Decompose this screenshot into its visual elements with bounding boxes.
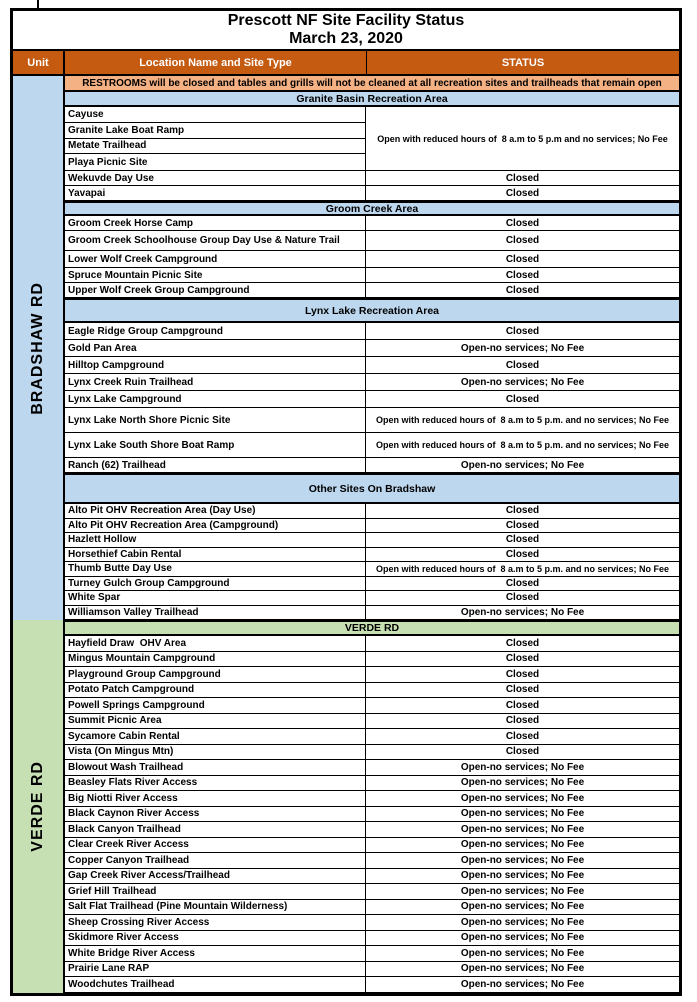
location-cell: Alto Pit OHV Recreation Area (Campground) xyxy=(65,519,366,533)
page-title xyxy=(13,11,679,51)
screenshot-gridline-artifact xyxy=(37,0,39,8)
status-cell: Open-no services; No Fee xyxy=(460,761,585,773)
location-cell: Horsethief Cabin Rental xyxy=(65,548,366,562)
status-cell: Open-no services; No Fee xyxy=(460,870,585,882)
location-cell: Granite Lake Boat Ramp xyxy=(65,123,365,139)
table-row xyxy=(65,323,679,340)
table-row xyxy=(65,838,679,854)
status-cell: Open with reduced hours of 8 a.m to 5 p.m. and no services; No Fee xyxy=(375,563,670,574)
location-cell: Hilltop Campground xyxy=(65,357,366,373)
table-row xyxy=(65,433,679,458)
location-cell: Potato Patch Campground xyxy=(65,683,366,698)
location-cell: Prairie Lane RAP xyxy=(65,962,366,977)
status-cell: Open-no services; No Fee xyxy=(460,808,585,820)
table-row xyxy=(65,533,679,548)
verde-rd-label: VERDE RD xyxy=(29,760,46,852)
location-cell: Lynx Lake Campground xyxy=(65,391,366,407)
verde-content xyxy=(65,620,679,993)
status-cell: Open-no services; No Fee xyxy=(460,978,585,990)
status-cell: Closed xyxy=(505,746,540,758)
location-cell: Black Canyon Trailhead xyxy=(65,822,366,837)
table-row xyxy=(65,652,679,668)
status-cell: Open-no services; No Fee xyxy=(460,342,585,354)
location-cell: Cayuse xyxy=(65,107,365,123)
status-cell: Open-no services; No Fee xyxy=(460,963,585,975)
location-cell: Thumb Butte Day Use xyxy=(65,562,366,576)
status-cell: Closed xyxy=(505,269,540,281)
status-cell: Open with reduced hours of 8 a.m to 5 p.m. and no services; No Fee xyxy=(375,415,670,425)
location-cell: Lower Wolf Creek Campground xyxy=(65,251,366,267)
location-cell: Skidmore River Access xyxy=(65,931,366,946)
table-row xyxy=(65,791,679,807)
table-row xyxy=(65,884,679,900)
section-header-lynx-lake: Lynx Lake Recreation Area xyxy=(65,298,679,323)
granite-merged-names xyxy=(65,107,366,170)
location-cell: Hazlett Hollow xyxy=(65,533,366,547)
table-row xyxy=(65,391,679,408)
location-cell: White Bridge River Access xyxy=(65,946,366,961)
table-row xyxy=(65,962,679,978)
status-cell: Closed xyxy=(505,253,540,265)
bradshaw-content xyxy=(65,76,679,620)
location-cell: Black Caynon River Access xyxy=(65,807,366,822)
location-cell: Clear Creek River Access xyxy=(65,838,366,853)
table-row xyxy=(65,231,679,251)
status-cell: Open-no services; No Fee xyxy=(460,947,585,959)
table-row xyxy=(65,519,679,534)
table-row xyxy=(65,186,679,201)
location-cell: Gap Creek River Access/Trailhead xyxy=(65,869,366,884)
section-header-granite-basin: Granite Basin Recreation Area xyxy=(65,92,679,107)
location-cell: Powell Springs Campground xyxy=(65,698,366,713)
section-header-verde-rd: VERDE RD xyxy=(65,620,679,636)
column-header-row xyxy=(13,51,679,76)
table-row xyxy=(65,458,679,473)
location-cell: Beasley Flats River Access xyxy=(65,776,366,791)
status-cell: Closed xyxy=(505,699,540,711)
status-cell: Closed xyxy=(505,592,540,604)
location-cell: Woodchutes Trailhead xyxy=(65,977,366,992)
status-cell: Closed xyxy=(505,715,540,727)
location-cell: Lynx Lake North Shore Picnic Site xyxy=(65,408,366,432)
status-cell: Closed xyxy=(505,548,540,560)
table-row xyxy=(65,760,679,776)
status-cell: Open-no services; No Fee xyxy=(460,459,585,471)
status-cell: Closed xyxy=(505,577,540,589)
status-cell: Closed xyxy=(505,668,540,680)
location-cell: Turney Gulch Group Campground xyxy=(65,577,366,591)
location-cell: Vista (On Mingus Mtn) xyxy=(65,745,366,760)
table-row xyxy=(65,822,679,838)
table-row xyxy=(65,216,679,231)
location-cell: White Spar xyxy=(65,591,366,605)
location-cell: Williamson Valley Trailhead xyxy=(65,606,366,620)
location-cell: Playground Group Campground xyxy=(65,667,366,682)
status-cell: Open with reduced hours of 8 a.m to 5 p.m. and no services; No Fee xyxy=(375,440,670,450)
table-row xyxy=(65,374,679,391)
status-cell: Open-no services; No Fee xyxy=(460,839,585,851)
status-cell: Closed xyxy=(505,172,540,184)
bradshaw-rd-label: BRADSHAW RD xyxy=(29,281,46,415)
table-row xyxy=(65,683,679,699)
location-cell: Copper Canyon Trailhead xyxy=(65,853,366,868)
unit-cell-verde xyxy=(13,620,65,993)
status-cell: Open-no services; No Fee xyxy=(460,916,585,928)
location-cell: Yavapai xyxy=(65,186,366,200)
table-row xyxy=(65,357,679,374)
table-row xyxy=(65,946,679,962)
table-row xyxy=(65,977,679,993)
status-cell: Closed xyxy=(505,325,540,337)
table-row xyxy=(65,807,679,823)
table-row xyxy=(65,562,679,577)
section-header-other-bradshaw: Other Sites On Bradshaw xyxy=(65,473,679,504)
location-cell: Mingus Mountain Campground xyxy=(65,652,366,667)
status-cell-merged: Open with reduced hours of 8 a.m to 5 p.m and no services; No Fee xyxy=(377,133,668,144)
unit-cell-bradshaw xyxy=(13,76,65,620)
status-cell: Closed xyxy=(505,359,540,371)
status-cell: Closed xyxy=(505,519,540,531)
status-cell: Open-no services; No Fee xyxy=(460,823,585,835)
status-cell: Open-no services; No Fee xyxy=(460,606,585,618)
table-row xyxy=(65,667,679,683)
location-cell: Ranch (62) Trailhead xyxy=(65,458,366,472)
status-cell: Open-no services; No Fee xyxy=(460,376,585,388)
table-row xyxy=(65,171,679,186)
location-cell: Upper Wolf Creek Group Campground xyxy=(65,283,366,297)
table-row xyxy=(65,340,679,357)
table-row xyxy=(65,548,679,563)
status-cell: Open-no services; No Fee xyxy=(460,932,585,944)
location-cell: Salt Flat Trailhead (Pine Mountain Wilderness) xyxy=(65,900,366,915)
location-cell: Groom Creek Horse Camp xyxy=(65,216,366,230)
location-cell: Groom Creek Schoolhouse Group Day Use & Nature Trail xyxy=(65,231,366,250)
table-row xyxy=(65,714,679,730)
table-row xyxy=(65,869,679,885)
status-cell: Closed xyxy=(505,217,540,229)
location-cell: Alto Pit OHV Recreation Area (Day Use) xyxy=(65,504,366,518)
restrooms-notice: RESTROOMS will be closed and tables and grills will not be cleaned at all recreation sites and trailheads that remain open xyxy=(65,76,679,92)
location-cell: Playa Picnic Site xyxy=(68,156,148,168)
table-row xyxy=(65,577,679,592)
granite-merged-rows xyxy=(65,107,679,171)
status-cell: Closed xyxy=(505,284,540,296)
column-header-status: STATUS xyxy=(501,56,545,69)
location-cell: Gold Pan Area xyxy=(65,340,366,356)
status-cell: Closed xyxy=(505,730,540,742)
location-cell: Lynx Lake South Shore Boat Ramp xyxy=(65,433,366,457)
table-row xyxy=(65,931,679,947)
table-row xyxy=(65,268,679,283)
status-cell: Closed xyxy=(505,684,540,696)
status-cell: Closed xyxy=(505,637,540,649)
table-row xyxy=(65,504,679,519)
location-cell: Lynx Creek Ruin Trailhead xyxy=(65,374,366,390)
table-row xyxy=(65,915,679,931)
status-cell: Closed xyxy=(505,235,540,246)
table-row xyxy=(65,283,679,298)
status-cell: Closed xyxy=(505,393,540,405)
table-row xyxy=(65,900,679,916)
status-cell: Closed xyxy=(505,187,540,199)
status-cell: Open-no services; No Fee xyxy=(460,792,585,804)
status-cell: Open-no services; No Fee xyxy=(460,885,585,897)
title-line2: March 23, 2020 xyxy=(289,30,403,47)
column-header-unit: Unit xyxy=(13,51,65,74)
table-row xyxy=(65,591,679,606)
table-row xyxy=(65,776,679,792)
table-row xyxy=(65,606,679,621)
facility-status-table xyxy=(10,8,682,996)
location-cell: Summit Picnic Area xyxy=(65,714,366,729)
status-cell: Open-no services; No Fee xyxy=(460,854,585,866)
table-row xyxy=(65,408,679,433)
title-line1: Prescott NF Site Facility Status xyxy=(227,12,465,29)
status-cell: Open-no services; No Fee xyxy=(460,901,585,913)
bradshaw-rd-block xyxy=(13,76,679,620)
table-row xyxy=(65,853,679,869)
location-cell: Big Niotti River Access xyxy=(65,791,366,806)
location-cell: Wekuvde Day Use xyxy=(65,171,366,185)
location-cell: Grief Hill Trailhead xyxy=(65,884,366,899)
status-cell: Open-no services; No Fee xyxy=(460,777,585,789)
status-cell: Closed xyxy=(505,505,540,517)
location-cell: Sheep Crossing River Access xyxy=(65,915,366,930)
section-header-groom-creek: Groom Creek Area xyxy=(65,201,679,216)
table-row xyxy=(65,698,679,714)
location-cell: Spruce Mountain Picnic Site xyxy=(65,268,366,282)
status-cell: Closed xyxy=(505,534,540,546)
location-cell: Eagle Ridge Group Campground xyxy=(65,323,366,339)
location-cell: Metate Trailhead xyxy=(65,139,365,155)
location-cell: Sycamore Cabin Rental xyxy=(65,729,366,744)
column-header-location: Location Name and Site Type xyxy=(65,51,367,74)
table-row xyxy=(65,251,679,268)
verde-rd-block xyxy=(13,620,679,993)
table-row xyxy=(65,636,679,652)
table-row xyxy=(65,729,679,745)
location-cell: Blowout Wash Trailhead xyxy=(65,760,366,775)
location-cell: Hayfield Draw OHV Area xyxy=(65,636,366,651)
status-cell: Closed xyxy=(505,653,540,665)
table-row xyxy=(65,745,679,761)
